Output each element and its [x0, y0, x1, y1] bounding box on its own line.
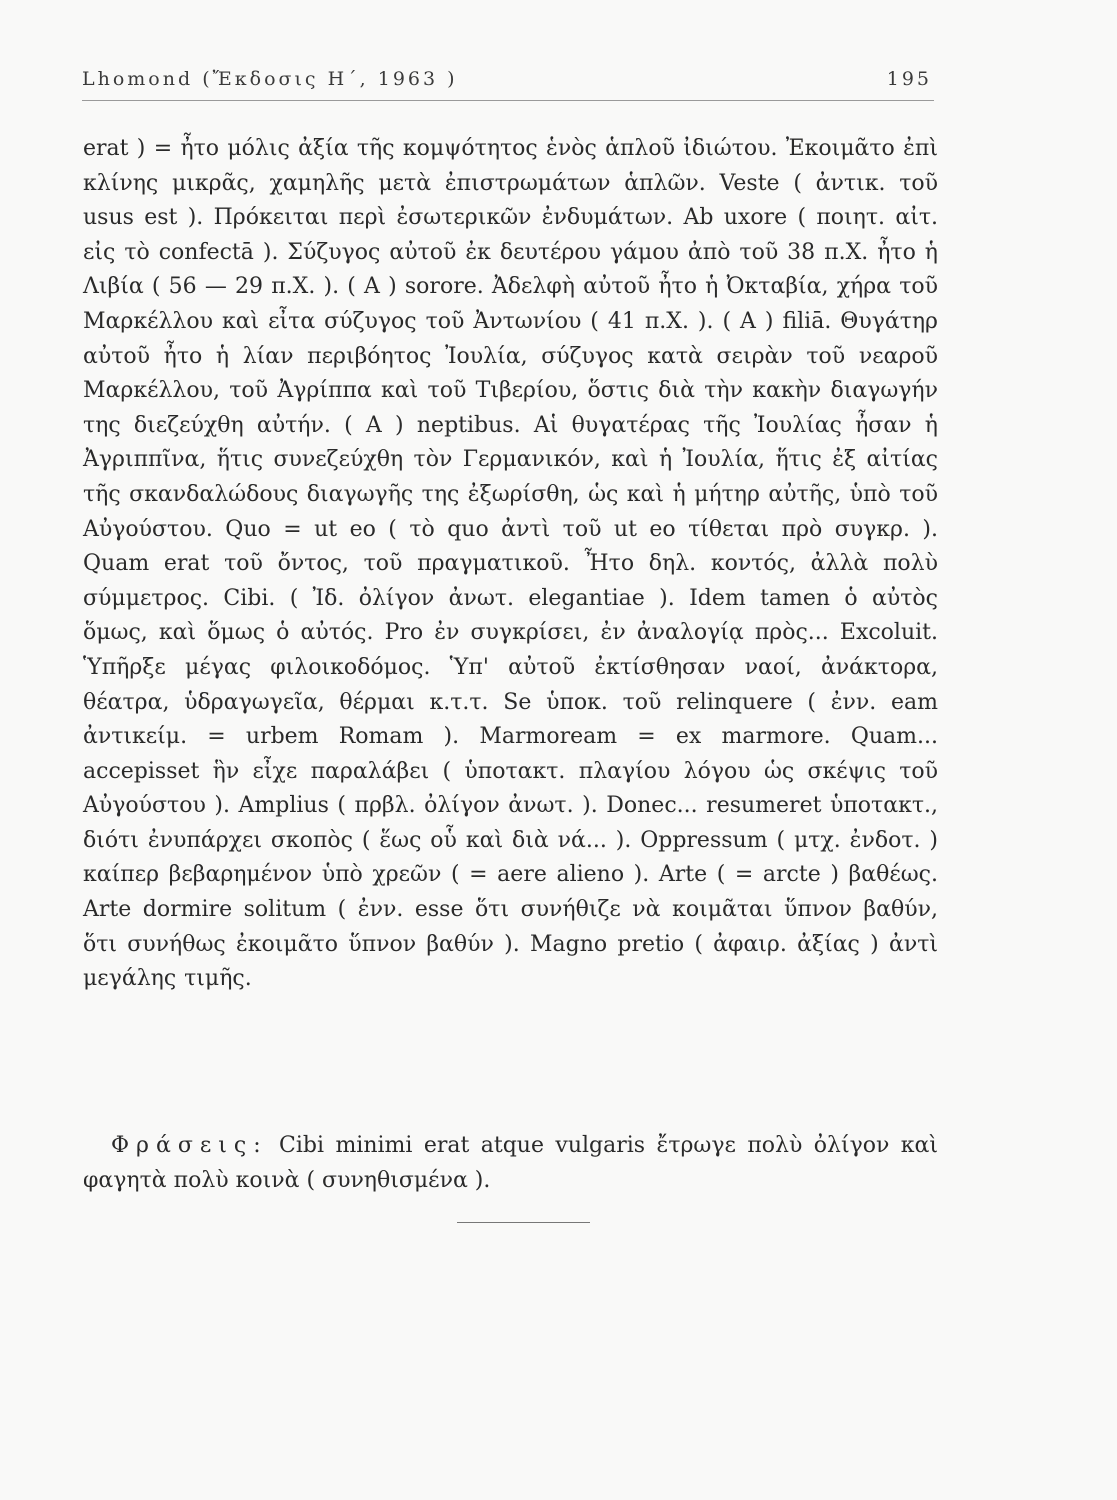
page-number: 195 [886, 68, 932, 90]
section-end-rule [457, 1222, 590, 1223]
phrases-paragraph [83, 1129, 938, 1198]
header-rule [82, 100, 934, 101]
phrases-label: Φράσεις: [111, 1133, 268, 1158]
phrases-text: Cibi minimi erat atque vulgaris ἔτρωγε πολὺ ὀλίγον καὶ φαγητὰ πολὺ κοινὰ ( συνηθισμένα ). [83, 1133, 938, 1193]
commentary-paragraph: erat ) = ἦτο μόλις ἀξία τῆς κομψότητος ἑνὸς ἁπλοῦ ἰδιώτου. Ἐκοιμᾶτο ἐπὶ κλίνης μικρᾶς, χαμηλῆς μετὰ ἐπιστρωμάτων ἁπλῶν. Veste ( ἀντικ. τοῦ usus est ). Πρόκειται περὶ ἐσωτερικῶν ἐνδυμάτων. Ab uxore ( ποιητ. αἰτ. εἰς τὸ confectā ). Σύζυγος αὐτοῦ ἐκ δευτέρου γάμου ἀπὸ τοῦ 38 π.Χ. ἦτο ἡ Λιβία ( 56 — 29 π.Χ. ). ( Α ) sorore. Ἀδελφὴ αὐτοῦ ἦτο ἡ Ὀκταβία, χήρα τοῦ Μαρκέλλου καὶ εἶτα σύζυγος τοῦ Ἀντωνίου ( 41 π.Χ. ). ( Α ) filiā. Θυγάτηρ αὐτοῦ ἦτο ἡ λίαν περιβόητος Ἰουλία, σύζυγος κατὰ σειρὰν τοῦ νεαροῦ Μαρκέλλου, τοῦ Ἀγρίππα καὶ τοῦ Τιβερίου, ὅστις διὰ τὴν κακὴν διαγωγήν της διεζεύχθη αὐτήν. ( Α ) neptibus. Αἱ θυγατέρας τῆς Ἰουλίας ἦσαν ἡ Ἀγριππῖνα, ἥτις συνεζεύχθη τὸν Γερμανικόν, καὶ ἡ Ἰουλία, ἥτις ἐξ αἰτίας τῆς σκανδαλώδους διαγωγῆς της ἐξωρίσθη, ὡς καὶ ἡ μήτηρ αὐτῆς, ὑπὸ τοῦ Αὐγούστου. Quo = ut eo ( τὸ quo ἀντὶ τοῦ ut eo τίθεται πρὸ συγκρ. ). Quam erat τοῦ ὄντος, τοῦ πραγματικοῦ. Ἦτο δηλ. κοντός, ἀλλὰ πολὺ σύμμετρος. Cibi. ( Ἰδ. ὀλίγον ἀνωτ. elegantiae ). Idem tamen ὁ αὐτὸς ὅμως, καὶ ὅμως ὁ αὐτός. Pro ἐν συγκρίσει, ἐν ἀναλογίᾳ πρὸς... Excoluit. Ὑπῆρξε μέγας φιλοικοδόμος. Ὑπ' αὐτοῦ ἐκτίσθησαν ναοί, ἀνάκτορα, θέατρα, ὑδραγωγεῖα, θέρμαι κ.τ.τ. Se ὑποκ. τοῦ relinquere ( ἐνν. eam ἀντικείμ. = urbem Romam ). Marmoream = ex marmore. Quam... accepisset ἣν εἶχε παραλάβει ( ὑποτακτ. πλαγίου λόγου ὡς σκέψις τοῦ Αὐγούστου ). Amplius ( πρβλ. ὀλίγον ἀνωτ. ). Donec... resumeret ὑποτακτ., διότι ἐνυπάρχει σκοπὸς ( ἕως οὗ καὶ διὰ νά... ). Oppressum ( μτχ. ἐνδοτ. ) καίπερ βεβαρημένον ὑπὸ χρεῶν ( = aere alieno ). Arte ( = arcte ) βαθέως. Arte dormire solitum ( ἐνν. esse ὅτι συνήθιζε νὰ κοιμᾶται ὕπνον βαθύν, ὅτι συνήθως ἐκοιμᾶτο ὕπνον βαθύν ). Magno pretio ( ἀφαιρ. ἀξίας ) ἀντὶ μεγάλης τιμῆς. [83, 136, 938, 992]
page-header [82, 68, 932, 90]
running-title: Lhomond (Ἔκδοσις Η΄, 1963 ) [82, 68, 458, 90]
